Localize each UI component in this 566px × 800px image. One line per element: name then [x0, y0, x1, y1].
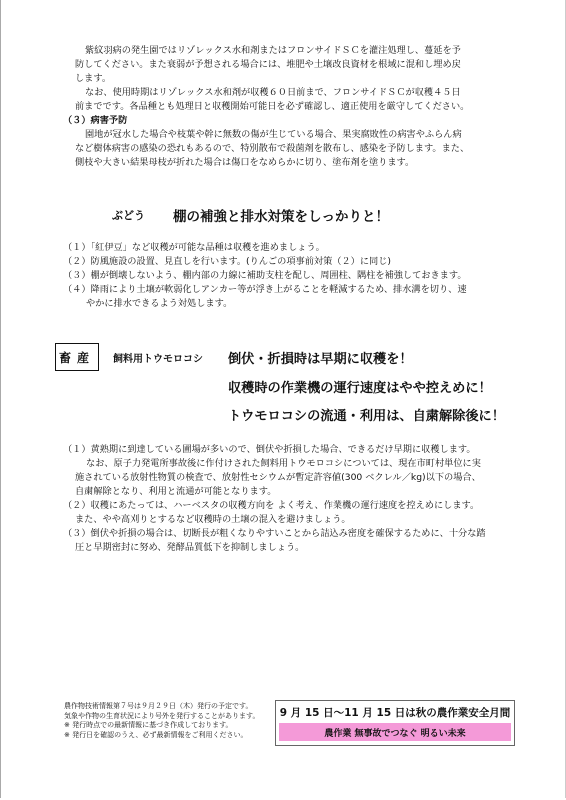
grape-item-3: （３）棚が倒壊しないよう、棚内部の力線に補助支柱を配し、周囲柱、隅柱を補強しておきます。 [63, 270, 467, 281]
corn-item-1-cont: 自粛解除となり、利用と流通が可能となります。 [75, 486, 277, 497]
grape-item-4-cont: やかに排水できるよう対処します。 [86, 298, 233, 309]
footer-note: ※ 発行日を確認のうえ、必ず最新情報をご利用ください。 [64, 730, 248, 739]
footer-note: 気象や作物の生育状況により号外を発行することがあります。 [64, 711, 260, 720]
corn-item-1-cont: なお、原子力発電所事故後に作付けされた飼料用トウモロコシについては、現在市町村単位に実 [86, 458, 481, 469]
section-heading-disease: （３）病害予防 [63, 115, 128, 126]
grape-label: ぶどう [112, 209, 145, 222]
footer-notes [64, 702, 259, 740]
grape-item-1: （１）「紅伊豆」など収穫が可能な品種は収穫を進めましょう。 [63, 242, 325, 253]
safety-month-box [275, 700, 515, 746]
corn-item-2-cont: また、やや高刈りとするなど収穫時の土壌の混入を避けましょう。 [75, 514, 351, 525]
footer-note: 農作物技術情報第７号は９月２９日（木）発行の予定です。 [64, 702, 253, 710]
livestock-label-box [55, 343, 99, 371]
safety-slogan-band [279, 723, 511, 741]
livestock-label: 畜産 [58, 350, 95, 365]
paragraph-line: 側枝や大きい結果母枝が折れた場合は傷口をなめらかに切り、塗布剤を塗ります。 [75, 157, 415, 168]
grape-item-4: （４）降雨により土壌が軟弱化しアンカー等が浮き上がることを軽減するため、排水溝を切り、速 [63, 284, 467, 295]
corn-sub-label: 飼料用トウモロコシ [113, 354, 203, 365]
safety-slogan: 農作業 無事故でつなぐ 明るい未来 [324, 728, 466, 739]
paragraph-line: など樹体病害の感染の恐れもあるので、特別散布で殺菌剤を散布し、感染を予防します。また、 [75, 143, 470, 154]
corn-item-1-cont: 施されている放射性物質の検査で、放射性セシウムが暫定許容値(300 ベクレル／kg)以下の場合、 [75, 472, 481, 483]
corn-headline-3: トウモロコシの流通・利用は、自粛解除後に！ [228, 409, 505, 424]
paragraph-line: 前までです。各品種とも処理日と収穫開始可能日を必ず確認し、適正使用を厳守してください。 [75, 101, 470, 112]
corn-item-1: （１）黄熟期に到達している圃場が多いので、倒伏や折損した場合、できるだけ早期に収穫します。 [63, 444, 476, 455]
paragraph-line: 園地が冠水した場合や枝葉や幹に無数の傷が生じている場合、果実腐敗性の病害やふらん病 [85, 129, 462, 140]
corn-headline-2: 収穫時の作業機の運行速度はやや控えめに！ [228, 381, 492, 396]
corn-headline-1: 倒伏・折損時は早期に収穫を！ [228, 352, 413, 367]
grape-headline: 棚の補強と排水対策をしっかりと！ [173, 209, 389, 225]
corn-item-3-cont: 圧と早期密封に努め、発酵品質低下を抑制しましょう。 [75, 542, 305, 553]
corn-item-2: （２）収穫にあたっては、ハーベスタの収穫方向を よく考え、作業機の運行速度を控えめにします。 [63, 500, 480, 511]
corn-item-3: （３）倒伏や折損の場合は、切断長が粗くなりやすいことから詰込み密度を確保するために、十分な踏 [63, 528, 486, 539]
paragraph-line: します。 [75, 73, 112, 84]
paragraph-line: なお、使用時期はリゾレックス水和剤が収穫６０日前まで、フロンサイドＳＣが収穫４５日 [85, 87, 461, 98]
safety-month-title: 9 月 15 日～11 月 15 日は秋の農作業安全月間 [279, 707, 511, 719]
footer-note: ※ 発行時点での最新情報に基づき作成しております。 [64, 721, 233, 730]
grape-item-2: （２）防風施設の設置、見直しを行います。(りんごの項事前対策（２）に同じ) [63, 256, 391, 267]
paragraph-line: 防してください。また衰弱が予想される場合には、堆肥や土壌改良資材を根域に混和し埋め戻 [75, 59, 461, 70]
paragraph-line: 紫紋羽病の発生園ではリゾレックス水和剤またはフロンサイドＳＣを灌注処理し、蔓延を予 [85, 45, 461, 56]
